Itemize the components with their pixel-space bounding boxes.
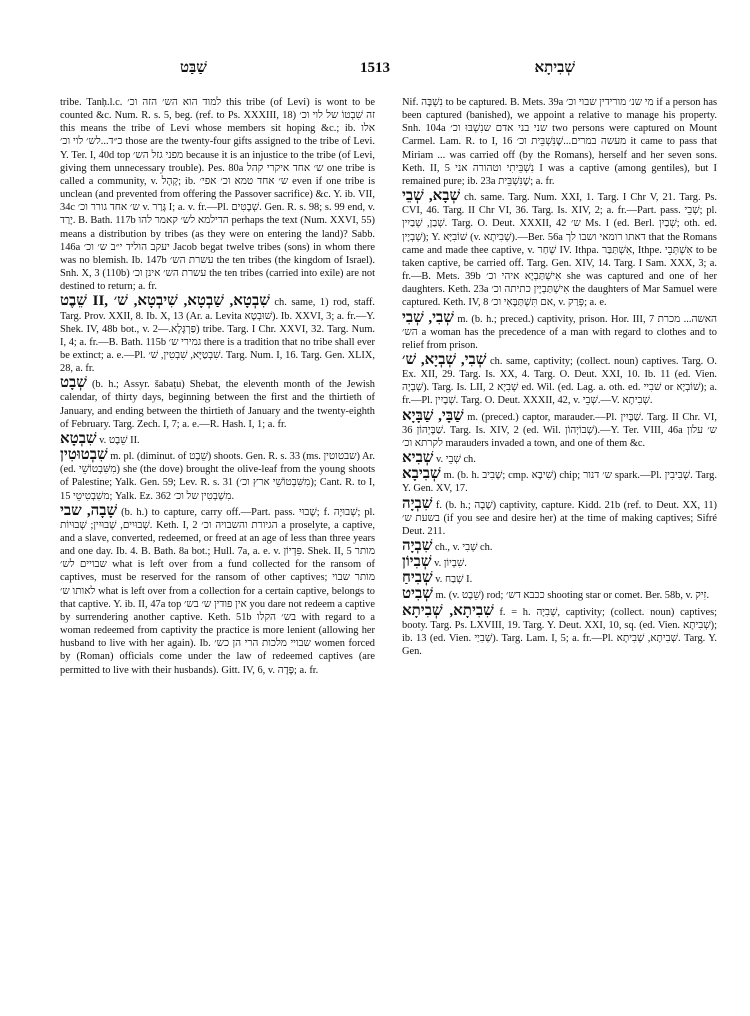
- entry-headword: שְׁבָט: [60, 375, 87, 392]
- dictionary-entry: [60, 377, 375, 431]
- entry-headword: שַׁבָּי, שַׁבָּיָא: [402, 407, 464, 424]
- entry-headword: שִׁבְטוּטִין: [60, 447, 108, 464]
- header-right-guideword: שְׁבִיתָא: [534, 60, 575, 76]
- entry-text: f. = h. שְׁבִיָה, captivity; (collect. noun) captives; booty. Targ. Ps. LXVIII, 19. Targ. Y. Deut. XXI, 10, sq. (ed. Vien. שְׁבִיתָא); ib. 13 (ed. Vien. שְׁבִיַי). Targ. Lam. I, 5; a. fr.—Pl. שְׁבִיתָא, שְׁבִיתָא. Targ. Y. Gen.: [402, 606, 717, 658]
- dictionary-entry: [402, 495, 717, 538]
- entry-text: ch. same, captivity; (collect. noun) captives. Targ. O. Ex. XII, 29. Targ. Is. XX, 4. Targ. O. Deut. XXI, 10. Ib. 11 (ed. Vien. שְׁבְיָה). Targ. Is. LII, 2 שְׁבִיָא ed. Wil. (ed. Lag. a. oth. ed. שׁבִיי or שׁוֹבְיָא); a. fr.—Pl. שְׁבָיִין. Targ. O. Deut. XXXII, 42, v. שְׁבֵי.—V. שְׁבִיתָא.: [402, 355, 718, 407]
- dictionary-entry: [402, 468, 717, 495]
- entry-headword: שָׁבָה, שבי: [60, 502, 118, 519]
- entry-headword: שְׁבִיט: [402, 586, 433, 603]
- left-column: [60, 96, 375, 678]
- entry-headword: שִׁבְטָא: [60, 430, 97, 447]
- dictionary-entry: [60, 430, 375, 447]
- entry-headword: שְׁבִי, שְׁבִי: [402, 309, 454, 326]
- entry-headword: שִׁבְיָה: [402, 495, 433, 512]
- entry-text: (b. h.) to capture, carry off.—Part. pass. שָׁבוּי; f. שְׁבוּיָה; pl. שְׁבוּיִים, שְׁבוּיִין; שְׁבוּיוֹת. Keth. I, 2 הגיורת והשבויה וכ׳ a proselyte, a captive, and a slave, converted, redeemed, or freed at an age of less than three years and one day. Ib. 4. B. Bath. 8a bot.; Hull. 7a, a. e. v. פִּדְיוֹן. Shek. II, 5 מותר שבויים לש׳ what is left over from a fund collected for the ransom of captives, must be reserved for the ransom of other captives; מותר שבוי לאותו ש׳ what is left over from a collection for a certain captive, belongs to that captive. Y. ib. II, 47a top אין פודין ש׳ בש׳ you dare not redeem a captive by surrendering another captive. Keth. 51b בש׳ הקלו with regard to a woman redeemed from captivity the practice is more lenient (allowing her husband to live with her again). Ib. שבויי מלכות הרי הן כש׳ women forced by (Roman) officials come under the law of redeemed captives (are permitted to live with their husbands). Gitt. IV, 6, v. פָּדָה; a. fr.: [60, 506, 376, 676]
- entry-text: m. (preced.) captor, marauder.—Pl. שַׁבָּיִין. Targ. II Chr. VI, 36 שַׁבָּיְהוֹן. Targ. Is. XIV, 2 (ed. Wil. שְׁבוֹיְהוֹן).—Y. Ter. VIII, 46a ש׳ עלון לקרתא וכ׳ marauders invaded a town, and one of them &c.: [402, 411, 717, 449]
- dictionary-entry: [60, 502, 376, 677]
- page-header: [40, 60, 710, 80]
- dictionary-entry: [402, 556, 717, 570]
- entry-headword: שְׁבִיחַ: [402, 570, 433, 587]
- page-number: 1513: [360, 60, 390, 76]
- entry-text: v. שְׁבַח I.: [435, 574, 473, 586]
- entry-text: Nif. נִשְׁבָּה to be captured. B. Mets. 39a מי שנ׳ מורידין שבוי וכ׳ if a person has been captured (banished), we appoint a relative to manage his property. Snh. 104a שני בני אדם שנִשְׁבּוּ וכ׳ two persons were captured on Mount Carmel. Lam. R. to I, 16 מעשה במרים...שֶׁנִּשְׁבֵּית וכ׳ it came to pass that Miriam ... was carried off (by the Romans), herself and her seven sons. Keth. II, 5 נִשְׁבֵּיתִי וטהורה אני I was a captive (among gentiles), but I remained pure; ib. 23a שֶׁנִּשְׁבֵּית; a. fr.: [402, 97, 718, 187]
- dictionary-entry: [402, 407, 717, 450]
- entry-headword: שְׁבִי, שְׁבְיָא, שׁ׳: [402, 351, 487, 368]
- entry-text: v. שְׁבֵי ch.: [436, 454, 476, 466]
- entry-headword: שְׁבִיוֹן: [402, 554, 432, 571]
- entry-headword: שִׁבִיתָא, שְׁבִיתָא: [402, 602, 494, 619]
- dictionary-entry: [402, 190, 717, 309]
- dictionary-entry: [402, 572, 717, 586]
- dictionary-entry: [402, 351, 718, 408]
- dictionary-entry: [60, 96, 375, 293]
- entry-text: v. שֵׁבֶט II.: [99, 434, 140, 446]
- dictionary-entry: [60, 449, 375, 503]
- entry-text: ch. same, 1) rod, staff. Targ. Prov. XXII, 8. Ib. X, 13 (Ar. a. Levita שׁוּבְטָא). Ib. XXVI, 3; a. fr.—Y. Shek. IV, 48b bot., v. פַּרְגָּלָא.—2) tribe. Targ. I Chr. XXVI, 32. Targ. Num. I, 4; a. fr.—B. Bath. 115b גמירי ש׳ there is a tradition that no tribe shall ever be extinct; a. e.—Pl. שִׁבְטַיָּא, שִׁבְטִין, שׁ׳. Targ. Num. I, 16. Targ. Gen. XLIX, 28, a. fr.: [60, 297, 376, 375]
- dictionary-entry: [402, 452, 717, 466]
- dictionary-entry: [402, 96, 717, 188]
- columns: [60, 96, 718, 998]
- entry-text: v. שִׁבְיוֹן.: [434, 558, 467, 570]
- entry-text: tribe. Tanḥ.l.c. למוד הוא הש׳ הזה וכ׳ this tribe (of Levi) is wont to be counted &c. Num. R. s. 5, beg. (ref. to Ps. XXXIII, 18) זה שִׁבְטוֹ של לוי וכ׳ this means the tribe of Levi whose members sit hoping &c.; ib. אלו כ״ד...לש׳ לוי וכ׳ those are the twenty-four gifts assigned to the tribe of Levi. Y. Ter. I, 40d top מפני גזל הש׳ because it is an injustice to the tribe (of Levi, giving them unnecessary trouble). Pes. 80a ש׳ אחד איקרי קהל one tribe is called a community, v. קָהָל; ib. ש׳ אחד טמא וכ׳ אפי׳ even if one tribe is unclean (and prevented from offering the Passover sacrifice) &c. Y. ib. VII, 34c ש׳ אחד גורר וכ׳ v. גָּרַר I; a. v. fr.—Pl. שְׁבָטִים. Gen. R. s. 98; s. 99 end, v. יָרַד. B. Bath. 117b הדילמא לש׳ קאמר להו perhaps the text (Num. XXVI, 55) means a distribution by tribes (as they were on entering the land)? Sabb. 146a יעקב הוליד י״ב ש׳ וכ׳ Jacob begat twelve tribes (sons) in whom there was no blemish. Ib. 147b עשרת הש׳ the ten tribes (the kingdom of Israel). Snh. X, 3 (110b) עשרת הש׳ אינן וכ׳ the ten tribes (carried into exile) are not destined to return; a. fr.: [60, 97, 376, 293]
- dictionary-entry: [60, 295, 375, 375]
- entry-text: (b. h.; Assyr. šabaṭu) Shebat, the eleventh month of the Jewish calendar, of thirty days, beginning between the first and the thirtieth of January, and ending between the thirtieth of January and the twenty-eighth of February. Targ. Zech. I, 7; a. e.—R. Hash. I, 1; a. fr.: [60, 379, 375, 430]
- entry-headword: שְׁבִיבָא: [402, 466, 441, 483]
- dictionary-entry: [402, 602, 717, 659]
- dictionary-entry: [402, 540, 717, 554]
- entry-text: m. (b. h.; preced.) captivity, prison. Hor. III, 7 האשה... מכרת הש׳ a woman has the precedence of a man with regard to clothes and to relief from prison.: [402, 313, 717, 351]
- entry-headword: שִׁבְיָה: [402, 538, 433, 554]
- entry-headword: שְׁבִיא: [402, 450, 434, 467]
- entry-headword: שֵׁבֶט II, שִׁבְטָא, שַׁבְטָא, שִׁיבְטָא, שׁ׳: [60, 293, 270, 310]
- entry-text: ch., v. שְׁבִי ch.: [435, 542, 493, 553]
- entry-text: m. pl. (diminut. of שֵׁבֶט) shoots. Gen. R. s. 33 (ms. שבטוטין) Ar. (ed. מִשִּׁבְטוֹשֵׁי) she (the dove) brought the olive-leaf from the young shoots of Palestine; Yalk. Gen. 59; Lev. R. s. 31 (מִשִּׁבְטוֹשֵׁי ארץ וכ׳); Cant. R. to I, 15 משִׁבְטִיטֵי; Yalk. Ez. 362 מִשְׁבְטִין של וכ׳.: [60, 451, 375, 502]
- header-left-guideword: שַׁבַּט: [180, 60, 207, 76]
- entry-text: m. (b. h. שָׁבִיב; cmp. שִׁיבָא) chip; ש׳ דנור spark.—Pl. שְׁבִיבִין. Targ. Y. Gen. XV, 17.: [402, 470, 717, 495]
- entry-text: f. (b. h.; שָׁבָה) captivity, capture. Kidd. 21b (ref. to Deut. XX, 11) בשעת ש׳ (if you see and desire her) at the time of making captives; Sifré Deut. 211.: [402, 499, 717, 537]
- dictionary-entry: [402, 309, 717, 352]
- entry-headword: שְׁבָא, שְׁבֵי: [402, 188, 461, 205]
- entry-text: m. (v. שֵׁבֶט) rod; ככבא דש׳ shooting star or comet. Ber. 58b, v. זִיק.: [435, 590, 710, 602]
- dictionary-entry: [402, 588, 717, 602]
- right-column: [402, 96, 717, 659]
- entry-text: ch. same. Targ. Num. XXI, 1. Targ. I Chr V, 21. Targ. Ps. CVI, 46. Targ. II Chr VI, 36. Targ. Is. XIV, 2; a. fr.—Part. pass. שְׁבֵי; pl. שְׁבַן, שְׁבַיִין. Targ. O. Deut. XXXII, 42 ש׳ Ms. I (ed. Berl. שְׁבַיִן; oth. ed. שְׁבְיָין); Y. שׁוֹבִיָּא (v. שְׁבִיתָא).—Ber. 56a דאתו רומאי ושבו לך that the Romans came and made thee captive, v. שְׁחַר IV. Ithpa. אִשְׁתַּבַּר, Ithpe. אִשְׁתְּבֵי to be taken captive, be carried off. Targ. Gen. XIV, 14. Targ. I Sam. XXX, 3; a. fr.—B. Mets. 39b אִישְׁתַּבְיָא איהי וכ׳ she was captured and one of her daughters. Keth. 23a אִישְׁתַּבְיָין כתיתה וכ׳ the daughters of Mar Samuel were captured. Keth. IV, 8 אם תִּשְׁתַּבָּאִי וכ׳, v. פְּרַק; a. e.: [402, 192, 718, 309]
